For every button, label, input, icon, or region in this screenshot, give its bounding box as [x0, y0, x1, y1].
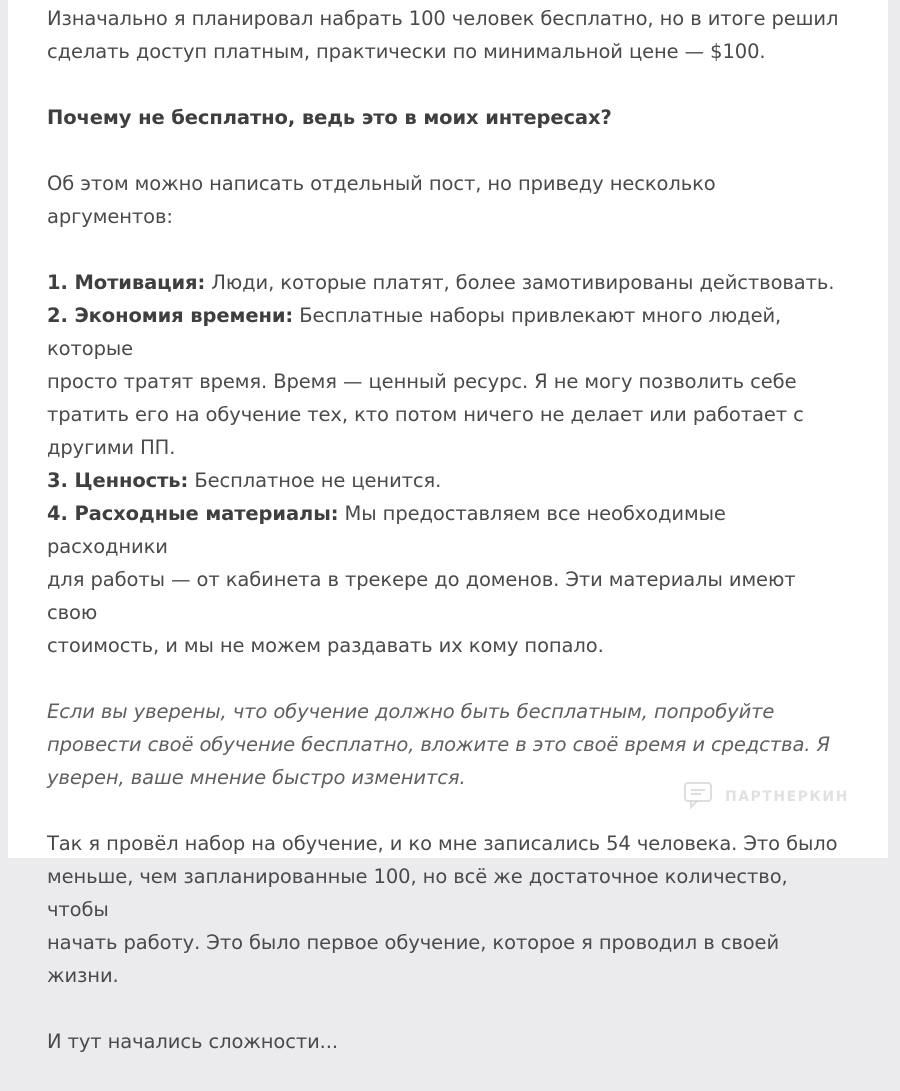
- text-line: уверен, ваше мнение быстро изменится.: [47, 766, 466, 789]
- result-paragraph: [47, 827, 847, 992]
- question-text: Почему не бесплатно, ведь это в моих интересах?: [47, 106, 612, 129]
- intro-paragraph: [47, 2, 847, 68]
- text-line: Если вы уверены, что обучение должно быть бесплатным, попробуйте: [47, 700, 775, 723]
- text-line: сделать доступ платным, практически по минимальной цене — $100.: [47, 40, 766, 63]
- text-line: Изначально я планировал набрать 100 человек бесплатно, но в итоге решил: [47, 7, 839, 30]
- text-line: просто тратят время. Время — ценный ресурс. Я не могу позволить себе: [47, 370, 797, 393]
- text-line: тратить его на обучение тех, кто потом ничего не делает или работает с: [47, 403, 804, 426]
- watermark: [683, 782, 849, 812]
- list-item-title: 4. Расходные материалы:: [47, 502, 339, 525]
- closing-line: И тут начались сложности...: [47, 1030, 338, 1053]
- list-item-text: Бесплатное не ценится.: [188, 469, 442, 492]
- arguments-list: [47, 266, 847, 662]
- list-item: [47, 299, 847, 365]
- article-body: [47, 2, 847, 1091]
- watermark-text: ПАРТНЕРКИН: [725, 789, 849, 805]
- list-item-title: 1. Мотивация:: [47, 271, 206, 294]
- text-line: для работы — от кабинета в трекере до доменов. Эти материалы имеют свою: [47, 568, 796, 624]
- text-line: меньше, чем запланированные 100, но всё же достаточное количество, чтобы: [47, 865, 788, 921]
- arguments-intro: Об этом можно написать отдельный пост, но приведу несколько аргументов:: [47, 172, 716, 228]
- list-item-title: 2. Экономия времени:: [47, 304, 294, 327]
- list-item-text: Мы предоставляем все необходимые расходники: [47, 502, 726, 558]
- list-item: [47, 464, 847, 497]
- list-item: [47, 266, 847, 299]
- question-heading: [47, 101, 847, 134]
- italic-quote: [47, 695, 847, 794]
- list-item: [47, 497, 847, 563]
- text-line: провести своё обучение бесплатно, вложите в это своё время и средства. Я: [47, 733, 830, 756]
- list-item-text: Бесплатные наборы привлекают много людей, которые: [47, 304, 782, 360]
- list-item-text: Люди, которые платят, более замотивированы действовать.: [205, 271, 835, 294]
- chat-bubble-logo-icon: [683, 781, 717, 813]
- list-item-title: 3. Ценность:: [47, 469, 189, 492]
- article-page: [8, 0, 888, 1053]
- text-line: начать работу. Это было первое обучение, которое я проводил в своей жизни.: [47, 931, 780, 987]
- text-line: Так я провёл набор на обучение, и ко мне записались 54 человека. Это было: [47, 832, 838, 855]
- text-line: другими ПП.: [47, 436, 176, 459]
- text-line: стоимость, и мы не можем раздавать их кому попало.: [47, 634, 604, 657]
